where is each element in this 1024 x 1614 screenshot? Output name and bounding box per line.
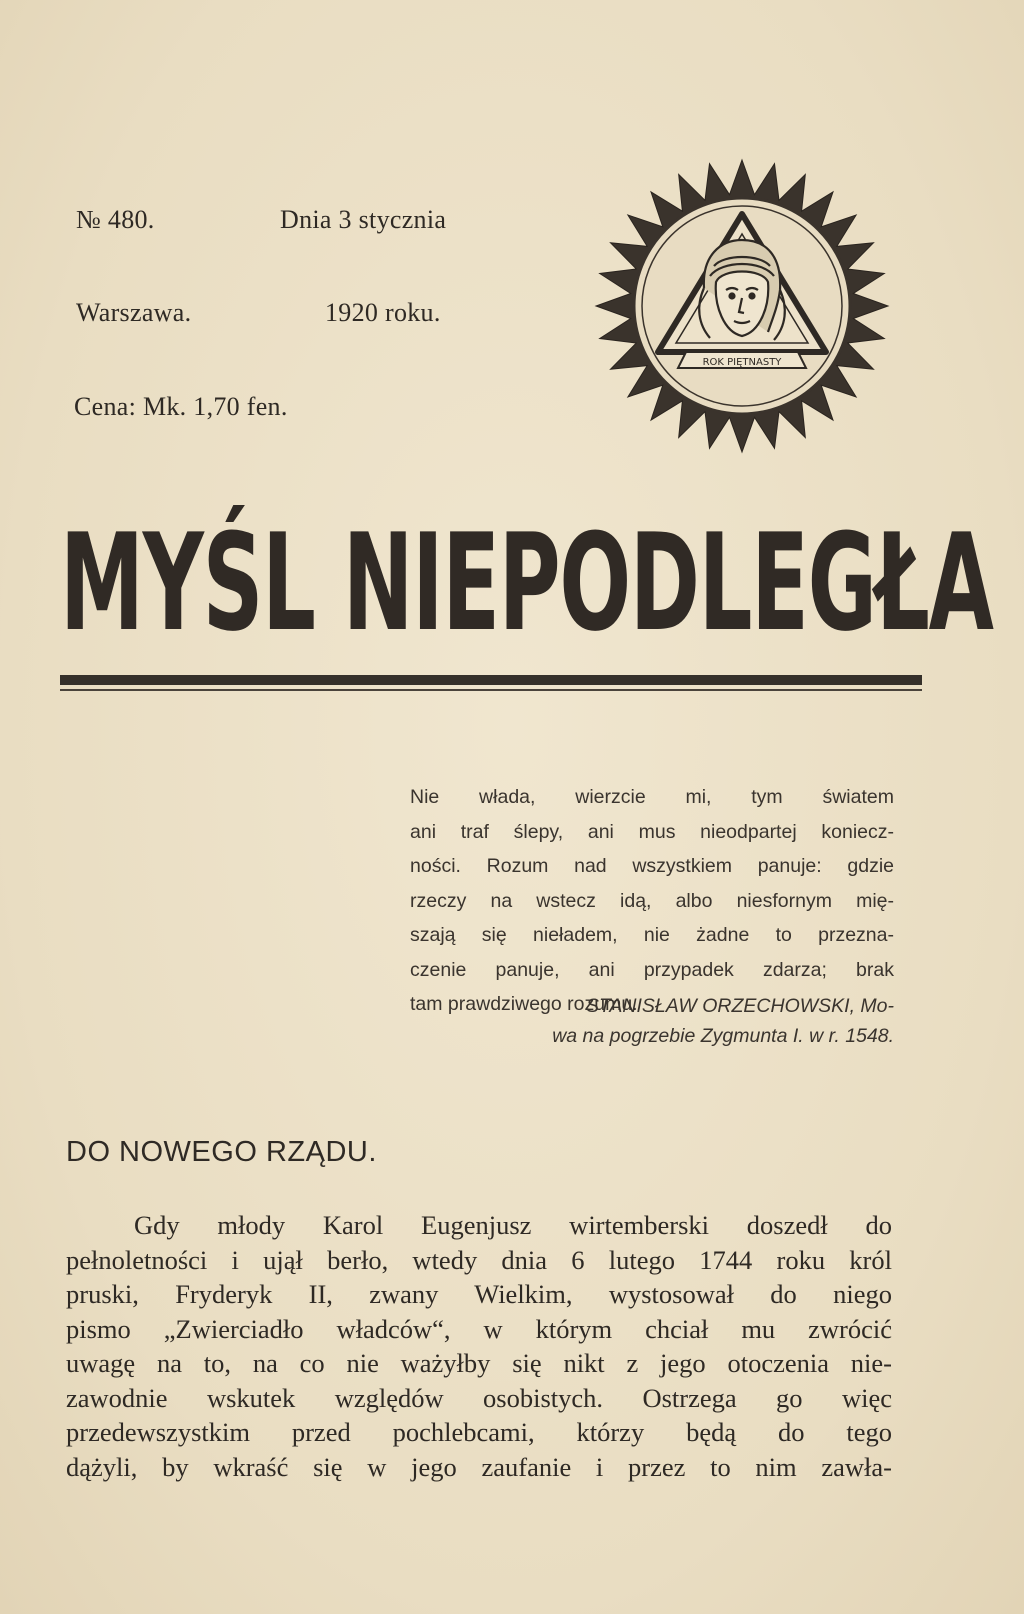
epigraph-line: czenie panuje, ani przypadek zdarza; brak — [410, 958, 894, 981]
article-line: pruski, Fryderyk II, zwany Wielkim, wystosował do niego — [66, 1279, 892, 1309]
epigraph-line: rzeczy na wstecz idą, albo niesfornym mię- — [410, 889, 894, 912]
masthead-rule — [60, 675, 922, 685]
article-line: zawodnie wskutek względów osobistych. Ostrzega go więc — [66, 1382, 892, 1413]
article-line: pełnoletności i ujął berło, wtedy dnia 6 lutego 1744 roku król — [66, 1244, 892, 1275]
epigraph-line: tam prawdziwego rozumu. — [410, 993, 638, 1015]
issue-price: Cena: Mk. 1,70 fen. — [74, 392, 288, 421]
epigraph-line: Nie włada, wierzcie mi, tym światem — [410, 786, 894, 808]
article-line: uwagę na to, na co nie ważyłby się nikt z jego otoczenia nie- — [66, 1348, 892, 1378]
epigraph-line: ności. Rozum nad wszystkiem panuje: gdzie — [410, 855, 894, 877]
epigraph-line: ani traf ślepy, ani mus nieodpartej koniecz- — [410, 820, 894, 843]
issue-city: Warszawa. — [76, 298, 192, 327]
sunburst-emblem-icon — [592, 156, 892, 456]
article-line: pismo „Zwierciadło władców“, w którym chciał mu zwrócić — [66, 1313, 892, 1344]
banner-icon — [678, 352, 806, 368]
article-line: dążyli, by wkraść się w jego zaufanie i przez to nim zawła- — [66, 1451, 892, 1482]
issue-number: № 480. — [76, 205, 155, 234]
epigraph-source-author: STANISŁAW ORZECHOWSKI, Mo- — [585, 995, 894, 1017]
masthead-title: MYŚL NIEPODLEGŁA — [60, 505, 993, 661]
epigraph-source-title: wa na pogrzebie Zygmunta I. w r. 1548. — [552, 1025, 894, 1047]
epigraph-source — [410, 991, 894, 1051]
article-line: Gdy młody Karol Eugenjusz wirtemberski doszedł do — [134, 1210, 892, 1240]
article-heading: DO NOWEGO RZĄDU. — [66, 1136, 377, 1168]
article-line: przedewszystkim przed pochlebcami, którzy będą do tego — [66, 1417, 892, 1447]
emblem-banner-text: ROK PIĘTNASTY — [702, 357, 782, 368]
epigraph — [410, 782, 894, 1024]
issue-date-day: Dnia 3 stycznia — [280, 205, 447, 234]
article-body — [66, 1208, 892, 1484]
masthead-rule-thin — [60, 689, 922, 691]
epigraph-line: szają się nieładem, nie żadne to przezna- — [410, 924, 894, 946]
issue-date-year: 1920 roku. — [325, 298, 441, 327]
